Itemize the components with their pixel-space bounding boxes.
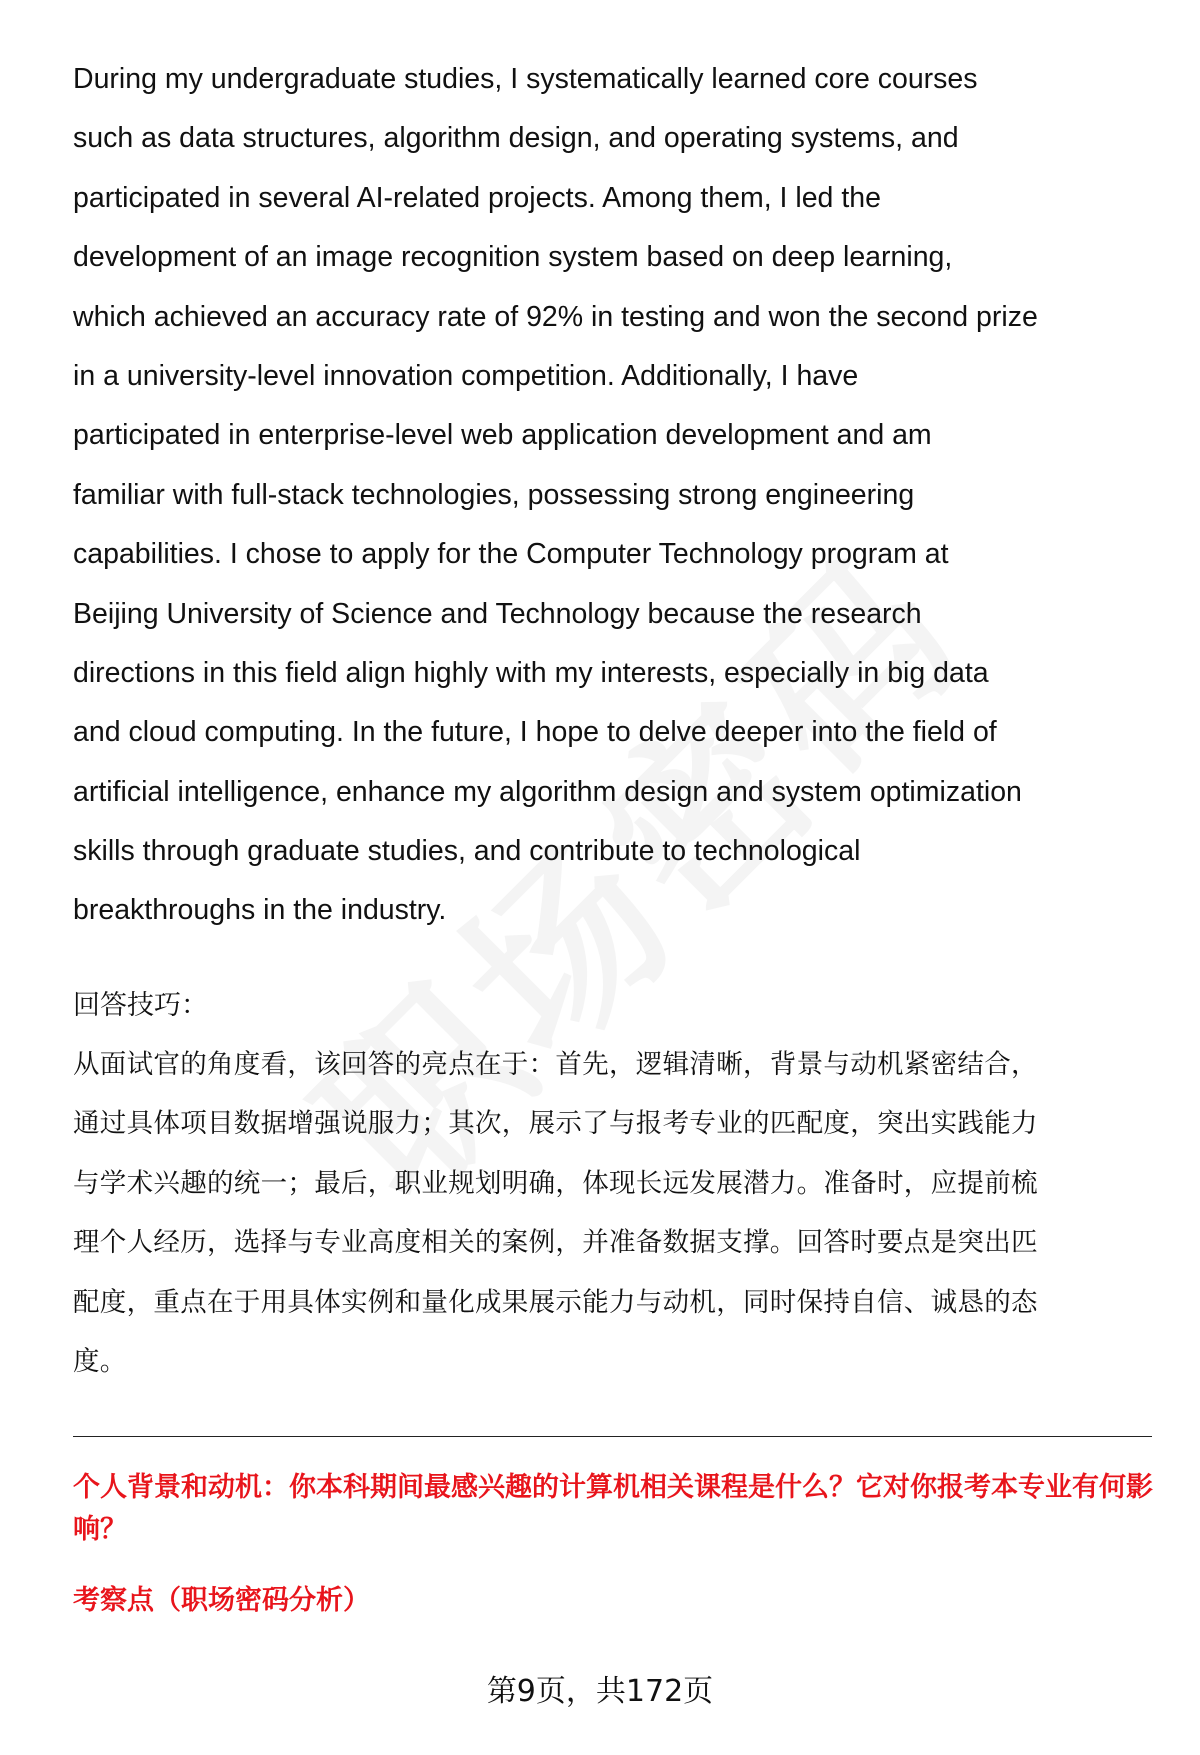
text-line: 从面试官的角度看，该回答的亮点在于：首先，逻辑清晰，背景与动机紧密结合， bbox=[73, 1049, 1038, 1080]
text-line: During my undergraduate studies, I systematically learned core courses bbox=[73, 63, 978, 95]
text-line: 度。 bbox=[73, 1345, 127, 1377]
page-number-footer: 第9页，共172页 bbox=[486, 1674, 714, 1709]
text-line: capabilities. I chose to apply for the Computer Technology program at bbox=[73, 538, 949, 571]
text-line: breakthroughs in the industry. bbox=[73, 894, 447, 927]
text-line: and cloud computing. In the future, I hope to delve deeper into the field of bbox=[73, 716, 997, 749]
text-line: familiar with full-stack technologies, possessing strong engineering bbox=[73, 478, 915, 511]
text-line: development of an image recognition system based on deep learning, bbox=[73, 241, 953, 274]
text-line: participated in enterprise-level web application development and am bbox=[73, 419, 932, 452]
text-line: 通过具体项目数据增强说服力；其次，展示了与报考专业的匹配度，突出实践能力 bbox=[73, 1108, 1038, 1140]
text-line: skills through graduate studies, and contribute to technological bbox=[73, 835, 861, 868]
text-line: which achieved an accuracy rate of 92% in testing and won the second prize bbox=[73, 300, 1038, 333]
tips-label: 回答技巧： bbox=[73, 990, 208, 1021]
text-line: artificial intelligence, enhance my algorithm design and system optimization bbox=[73, 775, 1022, 808]
tips-paragraph bbox=[73, 1035, 1163, 1391]
answer-english-paragraph bbox=[73, 50, 1163, 941]
text-line: Beijing University of Science and Technology because the research bbox=[73, 597, 922, 630]
section-divider bbox=[73, 1436, 1152, 1437]
assessment-heading: 考察点（职场密码分析） bbox=[73, 1585, 370, 1616]
question-heading: 个人背景和动机：你本科期间最感兴趣的计算机相关课程是什么？它对你报考本专业有何影响？ bbox=[73, 1472, 1153, 1545]
text-line: directions in this field align highly with my interests, especially in big data bbox=[73, 656, 989, 689]
text-line: 理个人经历，选择与专业高度相关的案例，并准备数据支撑。回答时要点是突出匹 bbox=[73, 1227, 1038, 1259]
text-line: 配度，重点在于用具体实例和量化成果展示能力与动机，同时保持自信、诚恳的态 bbox=[73, 1286, 1038, 1318]
text-line: such as data structures, algorithm design, and operating systems, and bbox=[73, 122, 959, 155]
text-line: participated in several AI-related projects. Among them, I led the bbox=[73, 181, 881, 214]
text-line: in a university-level innovation competition. Additionally, I have bbox=[73, 359, 859, 392]
text-line: 与学术兴趣的统一；最后，职业规划明确，体现长远发展潜力。准备时，应提前梳 bbox=[73, 1167, 1038, 1199]
